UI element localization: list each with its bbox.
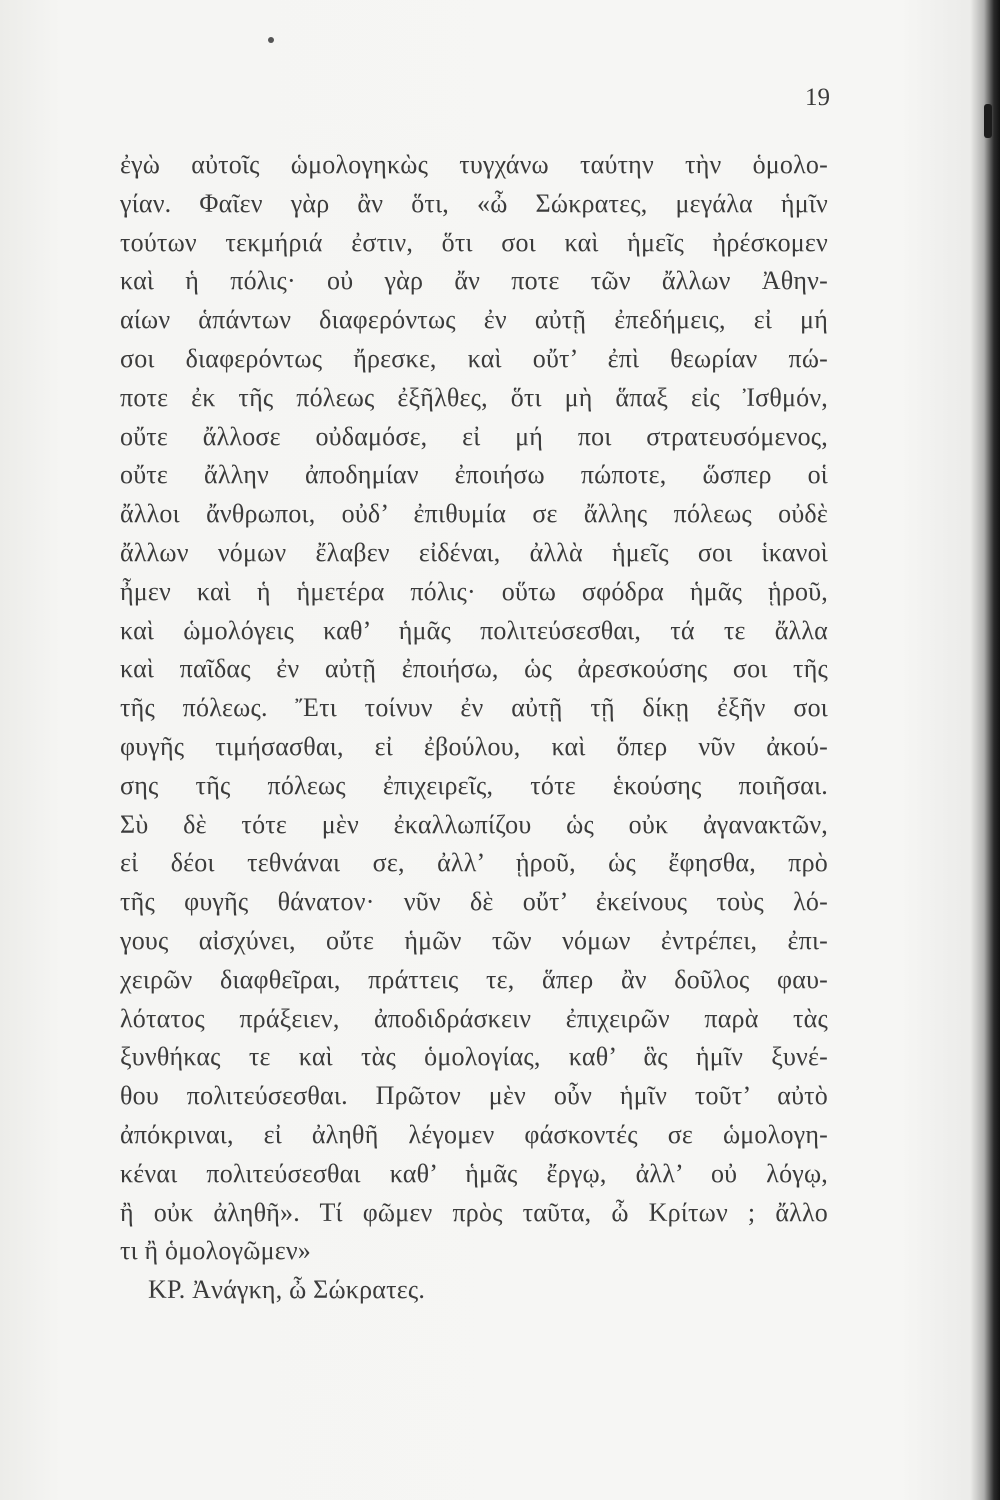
body-text <box>120 146 828 1310</box>
text-line: ξυνθήκας τε καὶ τὰς ὁμολογίας, καθ’ ἃς ἡμῖν ξυνέ- <box>120 1042 828 1072</box>
text-line: ἐγὼ αὐτοῖς ὡμολογηκὼς τυγχάνω ταύτην τὴν ὁμολο- <box>120 150 828 179</box>
text-line: σης τῆς πόλεως ἐπιχειρεῖς, τότε ἑκούσης ποιῆσαι. <box>120 770 828 800</box>
text-line: γίαν. Φαῖεν γὰρ ἂν ὅτι, «ὦ Σώκρατες, μεγάλα ἡμῖν <box>120 188 828 218</box>
text-line: καὶ ὡμολόγεις καθ’ ἡμᾶς πολιτεύσεσθαι, τά τε ἄλλα <box>120 615 828 645</box>
text-line: τῆς φυγῆς θάνατον· νῦν δὲ οὔτ’ ἐκείνους τοὺς λό- <box>120 887 828 917</box>
page-edge-shadow <box>970 0 1000 1500</box>
text-line: τούτων τεκμήριά ἐστιν, ὅτι σοι καὶ ἡμεῖς ἠρέσκομεν <box>120 227 828 257</box>
text-line-last: τι ἢ ὁμολογῶμεν» <box>120 1236 312 1266</box>
text-line: ἄλλων νόμων ἔλαβεν εἰδέναι, ἀλλὰ ἡμεῖς σοι ἱκανοὶ <box>120 537 828 567</box>
text-line: τῆς πόλεως. Ἔτι τοίνυν ἐν αὐτῇ τῇ δίκῃ ἐξῆν σοι <box>120 693 828 723</box>
ink-speck <box>268 37 274 43</box>
text-line: φυγῆς τιμήσασθαι, εἰ ἐβούλου, καὶ ὅπερ νῦν ἀκού- <box>120 731 828 761</box>
text-line: οὔτε ἄλλην ἀποδημίαν ἐποιήσω πώποτε, ὥσπερ οἱ <box>120 460 828 490</box>
text-line: ἦμεν καὶ ἡ ἡμετέρα πόλις· οὕτω σφόδρα ἡμᾶς ᾑροῦ, <box>120 576 828 606</box>
text-line: γους αἰσχύνει, οὔτε ἡμῶν τῶν νόμων ἐντρέπει, ἐπι- <box>120 925 828 955</box>
text-line: καὶ ἡ πόλις· οὐ γὰρ ἄν ποτε τῶν ἄλλων Ἀθην- <box>120 266 828 296</box>
binding-mark <box>984 104 992 138</box>
text-line: εἰ δέοι τεθνάναι σε, ἀλλ’ ᾑροῦ, ὡς ἔφησθα, πρὸ <box>120 848 828 878</box>
text-line: ἢ οὐκ ἀληθῆ». Τί φῶμεν πρὸς ταῦτα, ὦ Κρίτων ; ἄλλο <box>120 1197 828 1227</box>
speaker-line: ΚΡ. Ἀνάγκη, ὦ Σώκρατες. <box>148 1275 426 1305</box>
text-line: ἄλλοι ἄνθρωποι, οὐδ’ ἐπιθυμία σε ἄλλης πόλεως οὐδὲ <box>120 499 828 529</box>
text-line: αίων ἁπάντων διαφερόντως ἐν αὐτῇ ἐπεδήμεις, εἰ μή <box>120 305 828 335</box>
text-line: σοι διαφερόντως ἤρεσκε, καὶ οὔτ’ ἐπὶ θεωρίαν πώ- <box>120 343 828 373</box>
text-line: ἀπόκριναι, εἰ ἀληθῆ λέγομεν φάσκοντές σε ὡμολογη- <box>120 1119 828 1149</box>
text-line: χειρῶν διαφθεῖραι, πράττεις τε, ἅπερ ἂν δοῦλος φαυ- <box>120 964 828 994</box>
text-line: ποτε ἐκ τῆς πόλεως ἐξῆλθες, ὅτι μὴ ἅπαξ εἰς Ἰσθμόν, <box>120 382 828 412</box>
text-line: θου πολιτεύσεσθαι. Πρῶτον μὲν οὖν ἡμῖν τοῦτ’ αὐτὸ <box>120 1081 828 1111</box>
text-line: Σὺ δὲ τότε μὲν ἐκαλλωπίζου ὡς οὐκ ἀγανακτῶν, <box>120 809 828 839</box>
page-number: 19 <box>805 84 830 111</box>
text-line: καὶ παῖδας ἐν αὐτῇ ἐποιήσω, ὡς ἀρεσκούσης σοι τῆς <box>120 654 828 684</box>
text-line: οὔτε ἄλλοσε οὐδαμόσε, εἰ μή ποι στρατευσόμενος, <box>120 421 828 451</box>
text-line: λότατος πράξειεν, ἀποδιδράσκειν ἐπιχειρῶν παρὰ τὰς <box>120 1003 828 1033</box>
text-line: κέναι πολιτεύσεσθαι καθ’ ἡμᾶς ἔργῳ, ἀλλ’ οὐ λόγῳ, <box>120 1158 828 1188</box>
